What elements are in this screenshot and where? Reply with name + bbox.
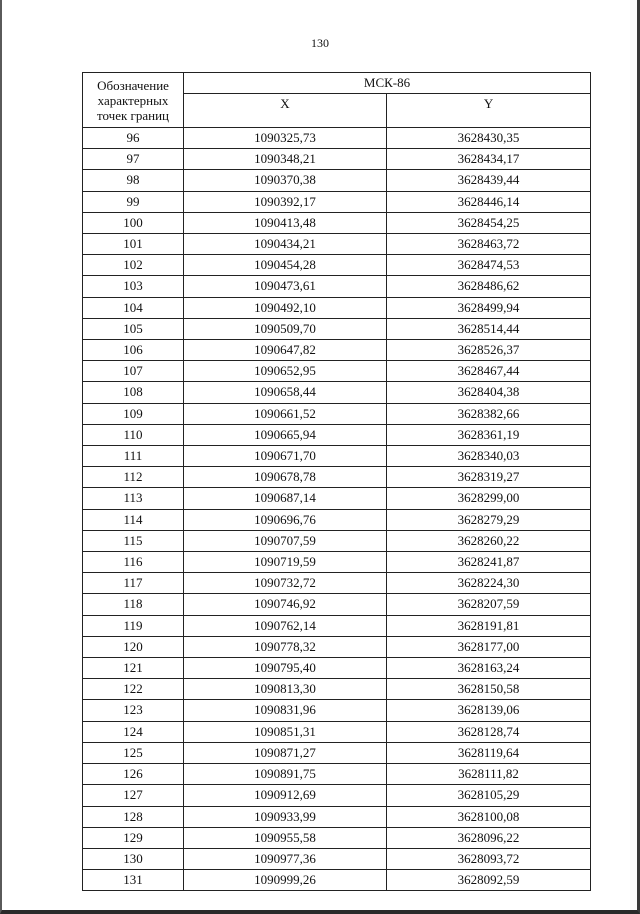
- y-coordinate-cell: 3628224,30: [387, 573, 591, 594]
- table-row: [83, 552, 591, 573]
- table-row: [83, 149, 591, 170]
- point-number-cell: 119: [83, 615, 184, 636]
- point-number-cell: 99: [83, 191, 184, 212]
- x-coordinate-cell: 1090762,14: [184, 615, 387, 636]
- table-body: [83, 128, 591, 891]
- y-coordinate-cell: 3628128,74: [387, 721, 591, 742]
- table-row: [83, 128, 591, 149]
- point-number-cell: 103: [83, 276, 184, 297]
- point-number-cell: 97: [83, 149, 184, 170]
- x-coordinate-cell: 1090473,61: [184, 276, 387, 297]
- x-coordinate-cell: 1090647,82: [184, 340, 387, 361]
- table-row: [83, 424, 591, 445]
- point-number-cell: 126: [83, 764, 184, 785]
- y-coordinate-cell: 3628096,22: [387, 827, 591, 848]
- point-number-cell: 110: [83, 424, 184, 445]
- point-number-cell: 122: [83, 679, 184, 700]
- y-coordinate-cell: 3628241,87: [387, 552, 591, 573]
- table-row: [83, 870, 591, 891]
- y-coordinate-cell: 3628467,44: [387, 361, 591, 382]
- point-number-cell: 121: [83, 658, 184, 679]
- table-row: [83, 276, 591, 297]
- x-coordinate-cell: 1090652,95: [184, 361, 387, 382]
- y-coordinate-cell: 3628092,59: [387, 870, 591, 891]
- point-number-cell: 120: [83, 636, 184, 657]
- x-coordinate-cell: 1090912,69: [184, 785, 387, 806]
- table-row: [83, 488, 591, 509]
- x-coordinate-cell: 1090795,40: [184, 658, 387, 679]
- point-number-cell: 102: [83, 255, 184, 276]
- y-coordinate-cell: 3628279,29: [387, 509, 591, 530]
- table-row: [83, 212, 591, 233]
- y-coordinate-cell: 3628499,94: [387, 297, 591, 318]
- point-number-cell: 124: [83, 721, 184, 742]
- x-coordinate-cell: 1090696,76: [184, 509, 387, 530]
- point-number-cell: 113: [83, 488, 184, 509]
- x-coordinate-cell: 1090732,72: [184, 573, 387, 594]
- y-coordinate-cell: 3628260,22: [387, 530, 591, 551]
- x-coordinate-cell: 1090509,70: [184, 318, 387, 339]
- y-coordinate-cell: 3628163,24: [387, 658, 591, 679]
- x-coordinate-cell: 1090687,14: [184, 488, 387, 509]
- table-row: [83, 785, 591, 806]
- y-coordinate-cell: 3628430,35: [387, 128, 591, 149]
- y-coordinate-cell: 3628177,00: [387, 636, 591, 657]
- y-coordinate-cell: 3628139,06: [387, 700, 591, 721]
- page-number: 130: [311, 36, 329, 50]
- x-coordinate-cell: 1090871,27: [184, 742, 387, 763]
- point-number-cell: 96: [83, 128, 184, 149]
- y-coordinate-cell: 3628319,27: [387, 467, 591, 488]
- y-coordinate-cell: 3628439,44: [387, 170, 591, 191]
- y-coordinate-cell: 3628446,14: [387, 191, 591, 212]
- x-coordinate-cell: 1090831,96: [184, 700, 387, 721]
- table-row: [83, 594, 591, 615]
- point-number-cell: 114: [83, 509, 184, 530]
- table-row: [83, 255, 591, 276]
- x-coordinate-cell: 1090454,28: [184, 255, 387, 276]
- x-coordinate-cell: 1090434,21: [184, 234, 387, 255]
- point-number-cell: 131: [83, 870, 184, 891]
- x-coordinate-cell: 1090392,17: [184, 191, 387, 212]
- y-column-header: Y: [387, 94, 591, 128]
- coordinates-table: [82, 72, 591, 891]
- x-coordinate-cell: 1090492,10: [184, 297, 387, 318]
- y-coordinate-cell: 3628486,62: [387, 276, 591, 297]
- point-number-cell: 117: [83, 573, 184, 594]
- point-label-header: Обозначение характерных точек границ: [83, 73, 184, 128]
- y-coordinate-cell: 3628093,72: [387, 848, 591, 869]
- table-row: [83, 827, 591, 848]
- y-coordinate-cell: 3628382,66: [387, 403, 591, 424]
- point-number-cell: 108: [83, 382, 184, 403]
- y-coordinate-cell: 3628299,00: [387, 488, 591, 509]
- table-row: [83, 382, 591, 403]
- table-row: [83, 530, 591, 551]
- x-coordinate-cell: 1090999,26: [184, 870, 387, 891]
- y-coordinate-cell: 3628105,29: [387, 785, 591, 806]
- table-row: [83, 234, 591, 255]
- point-number-cell: 106: [83, 340, 184, 361]
- x-coordinate-cell: 1090933,99: [184, 806, 387, 827]
- x-coordinate-cell: 1090719,59: [184, 552, 387, 573]
- x-column-header: X: [184, 94, 387, 128]
- point-number-cell: 105: [83, 318, 184, 339]
- x-coordinate-cell: 1090413,48: [184, 212, 387, 233]
- point-number-cell: 118: [83, 594, 184, 615]
- x-coordinate-cell: 1090325,73: [184, 128, 387, 149]
- point-number-cell: 115: [83, 530, 184, 551]
- x-coordinate-cell: 1090891,75: [184, 764, 387, 785]
- table-row: [83, 721, 591, 742]
- point-number-cell: 111: [83, 446, 184, 467]
- y-coordinate-cell: 3628434,17: [387, 149, 591, 170]
- x-coordinate-cell: 1090370,38: [184, 170, 387, 191]
- y-coordinate-cell: 3628191,81: [387, 615, 591, 636]
- point-number-cell: 101: [83, 234, 184, 255]
- y-coordinate-cell: 3628361,19: [387, 424, 591, 445]
- point-number-cell: 104: [83, 297, 184, 318]
- x-coordinate-cell: 1090851,31: [184, 721, 387, 742]
- point-number-cell: 130: [83, 848, 184, 869]
- point-number-cell: 98: [83, 170, 184, 191]
- y-coordinate-cell: 3628100,08: [387, 806, 591, 827]
- table-row: [83, 806, 591, 827]
- table-row: [83, 403, 591, 424]
- point-number-cell: 109: [83, 403, 184, 424]
- point-number-cell: 123: [83, 700, 184, 721]
- y-coordinate-cell: 3628404,38: [387, 382, 591, 403]
- x-coordinate-cell: 1090658,44: [184, 382, 387, 403]
- table-row: [83, 658, 591, 679]
- table-row: [83, 467, 591, 488]
- y-coordinate-cell: 3628474,53: [387, 255, 591, 276]
- y-coordinate-cell: 3628514,44: [387, 318, 591, 339]
- point-number-cell: 116: [83, 552, 184, 573]
- table-row: [83, 446, 591, 467]
- point-number-cell: 128: [83, 806, 184, 827]
- point-number-cell: 107: [83, 361, 184, 382]
- x-coordinate-cell: 1090977,36: [184, 848, 387, 869]
- table-row: [83, 361, 591, 382]
- y-coordinate-cell: 3628454,25: [387, 212, 591, 233]
- coord-system-header: МСК-86: [184, 73, 591, 94]
- x-coordinate-cell: 1090778,32: [184, 636, 387, 657]
- y-coordinate-cell: 3628463,72: [387, 234, 591, 255]
- point-number-cell: 127: [83, 785, 184, 806]
- table-row: [83, 170, 591, 191]
- y-coordinate-cell: 3628207,59: [387, 594, 591, 615]
- y-coordinate-cell: 3628150,58: [387, 679, 591, 700]
- table-row: [83, 700, 591, 721]
- point-number-cell: 112: [83, 467, 184, 488]
- point-number-cell: 100: [83, 212, 184, 233]
- point-number-cell: 129: [83, 827, 184, 848]
- table-row: [83, 340, 591, 361]
- table-row: [83, 573, 591, 594]
- table-row: [83, 318, 591, 339]
- x-coordinate-cell: 1090661,52: [184, 403, 387, 424]
- table-row: [83, 848, 591, 869]
- table-row: [83, 742, 591, 763]
- y-coordinate-cell: 3628340,03: [387, 446, 591, 467]
- x-coordinate-cell: 1090671,70: [184, 446, 387, 467]
- point-number-cell: 125: [83, 742, 184, 763]
- table-row: [83, 509, 591, 530]
- table-row: [83, 764, 591, 785]
- y-coordinate-cell: 3628526,37: [387, 340, 591, 361]
- y-coordinate-cell: 3628111,82: [387, 764, 591, 785]
- y-coordinate-cell: 3628119,64: [387, 742, 591, 763]
- x-coordinate-cell: 1090813,30: [184, 679, 387, 700]
- x-coordinate-cell: 1090678,78: [184, 467, 387, 488]
- table-row: [83, 297, 591, 318]
- x-coordinate-cell: 1090746,92: [184, 594, 387, 615]
- table-row: [83, 615, 591, 636]
- table-row: [83, 636, 591, 657]
- table-row: [83, 679, 591, 700]
- x-coordinate-cell: 1090348,21: [184, 149, 387, 170]
- x-coordinate-cell: 1090665,94: [184, 424, 387, 445]
- x-coordinate-cell: 1090955,58: [184, 827, 387, 848]
- table-row: [83, 191, 591, 212]
- x-coordinate-cell: 1090707,59: [184, 530, 387, 551]
